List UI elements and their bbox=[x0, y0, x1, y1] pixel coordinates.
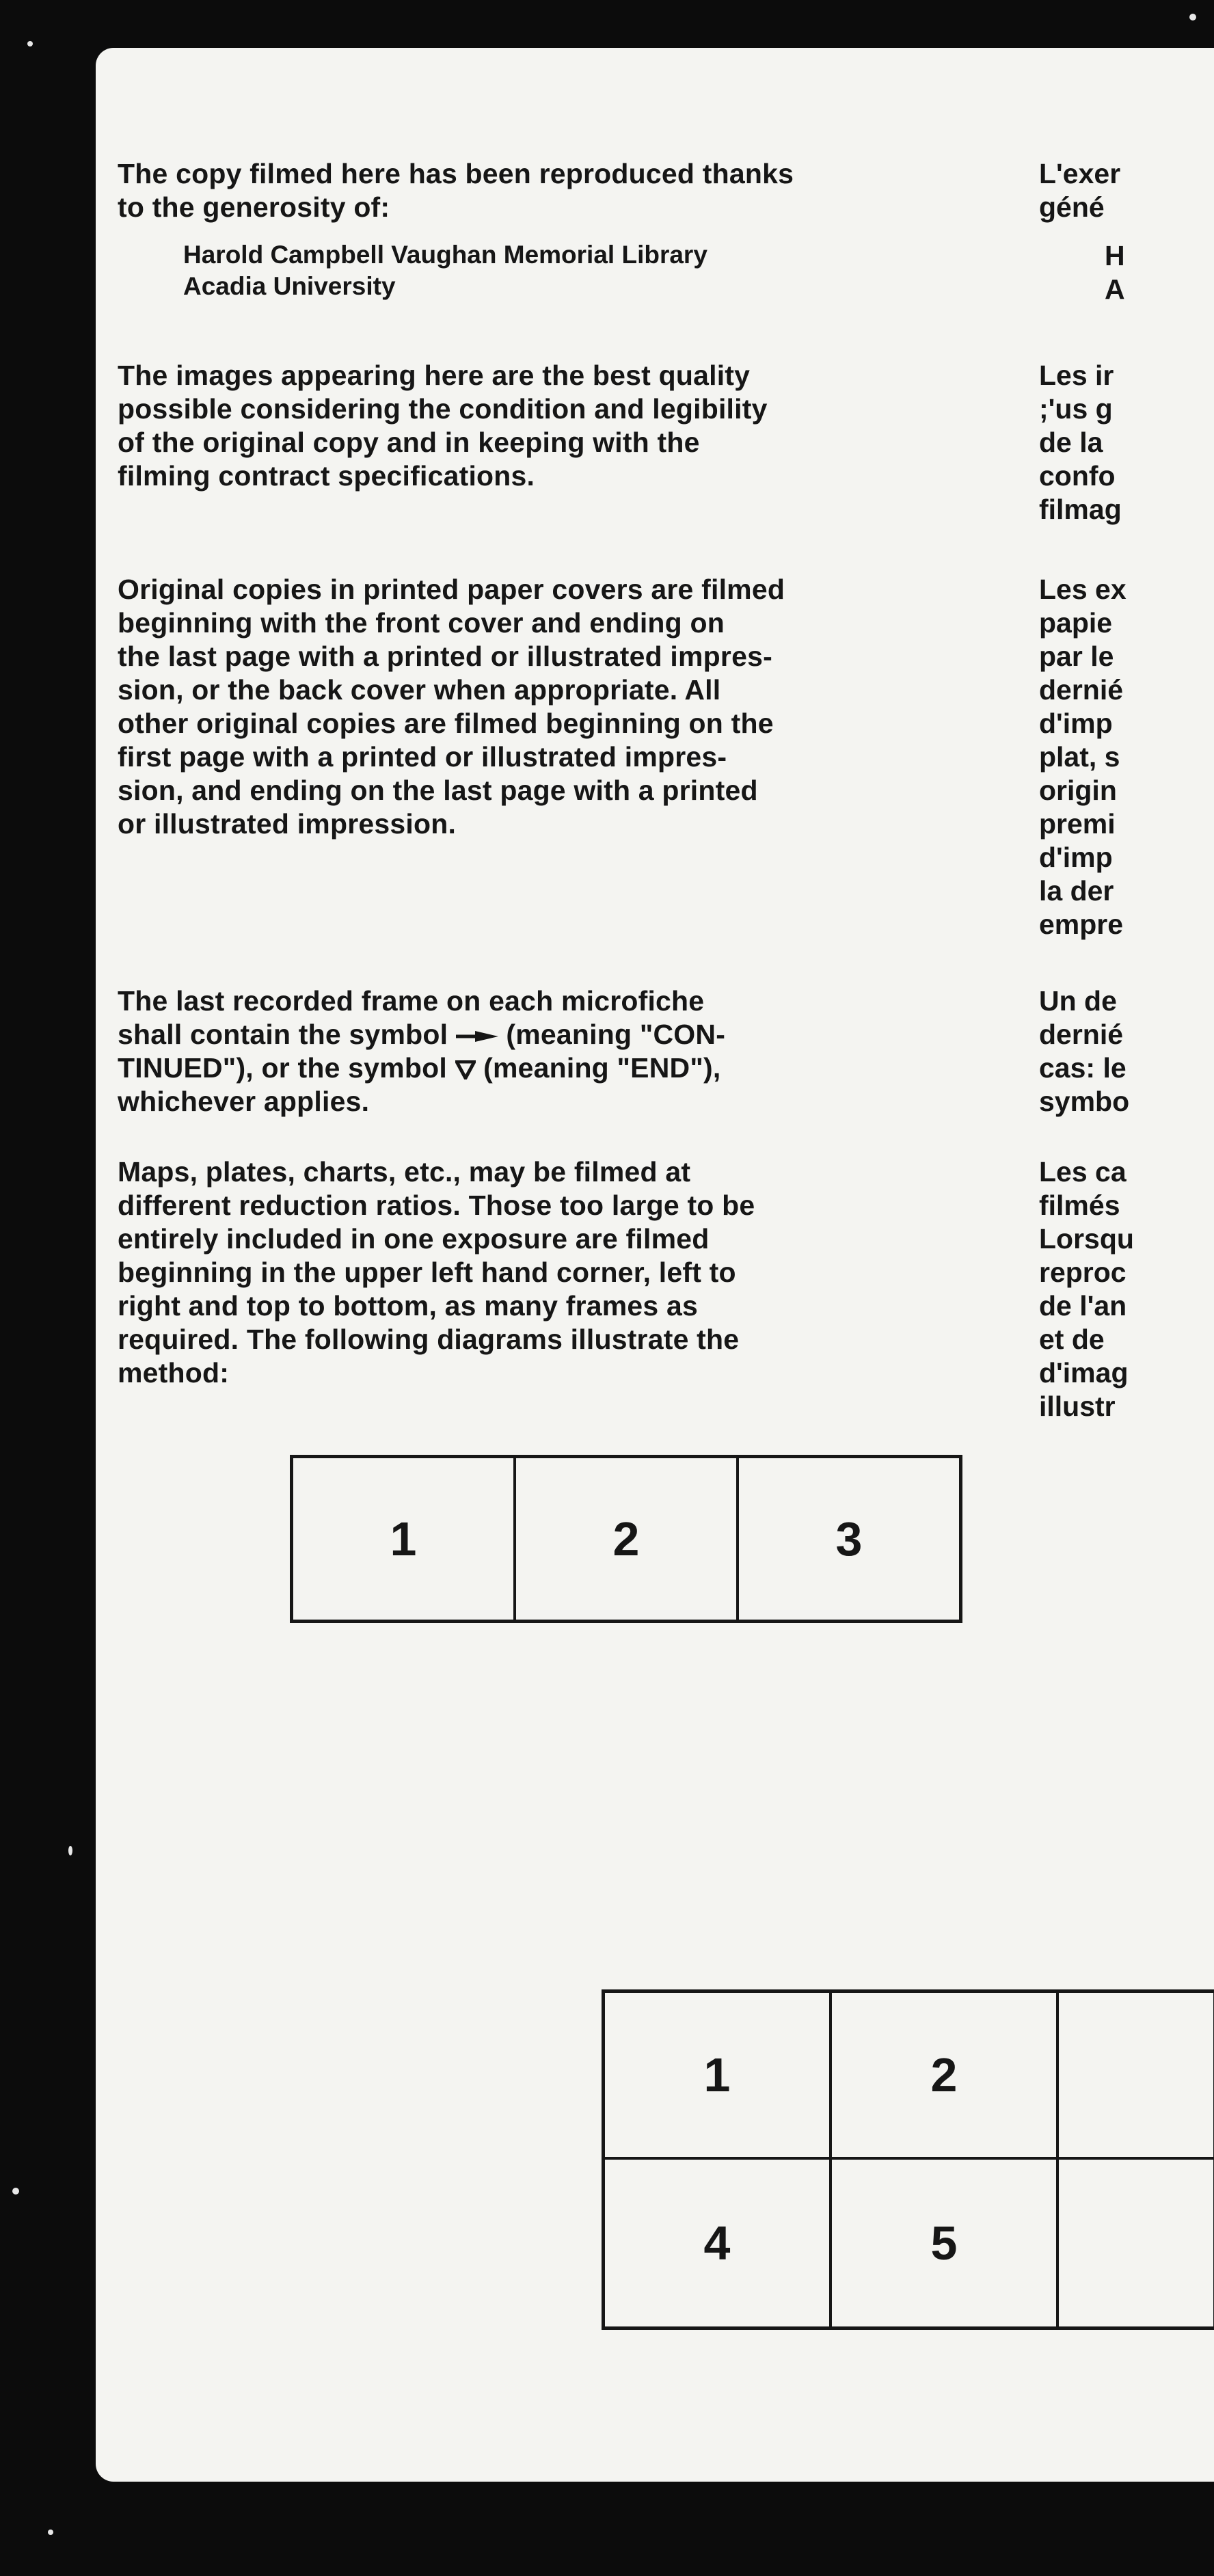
six-frame-diagram bbox=[602, 1989, 1214, 2330]
frame-cell: 2 bbox=[832, 1993, 1059, 2160]
film-speck bbox=[27, 41, 33, 46]
french-quality-cut: Les ir ;'us g de la confo filmag bbox=[1039, 360, 1122, 525]
english-covers-paragraph: Original copies in printed paper covers are filmed beginning with the front cover and ending on the last page with a printed or illustrated impres- sion, or the back cover when appropriate. All other original copies are filmed beginning on the first page with a printed or illustrated impres- sion, and ending on the last page with a printed or illustrated impression. bbox=[118, 574, 785, 840]
film-speck bbox=[48, 2530, 53, 2535]
film-speck bbox=[68, 1846, 72, 1855]
french-symbol-cut: Un de dernié cas: le symbo bbox=[1039, 985, 1130, 1117]
film-speck bbox=[1189, 14, 1196, 21]
symbol-text-part1: The last recorded frame on each microfiche shall contain the symbol bbox=[118, 985, 705, 1050]
frame-cell: 2 bbox=[516, 1458, 739, 1620]
symbol-text-part2: (meaning "CON- TINUED"), or the symbol bbox=[118, 1019, 726, 1084]
french-acknowledgement-cut: L'exer géné bbox=[1039, 158, 1121, 223]
continued-arrow-icon bbox=[456, 1030, 498, 1043]
frame-cell: 5 bbox=[832, 2160, 1059, 2326]
frame-cell: 1 bbox=[293, 1458, 516, 1620]
frame-cell: 1 bbox=[605, 1993, 832, 2160]
english-maps-paragraph: Maps, plates, charts, etc., may be filmed at different reduction ratios. Those too large to be entirely included in one exposure are filmed beginning in the upper left hand corner, left to right and top to bottom, as many frames as required. The following diagrams illustrate the method: bbox=[118, 1156, 755, 1388]
frame-cell: 3 bbox=[835, 1512, 863, 1566]
english-acknowledgement: The copy filmed here has been reproduced thanks to the generosity of: bbox=[118, 158, 794, 223]
frame-cell: 4 bbox=[605, 2160, 832, 2326]
english-symbol-paragraph bbox=[118, 984, 869, 1118]
three-frame-diagram bbox=[290, 1455, 962, 1623]
english-quality-paragraph: The images appearing here are the best quality possible considering the condition and legibility of the original copy and in keeping with the filming contract specifications. bbox=[118, 360, 768, 492]
french-maps-cut: Les ca filmés Lorsqu reproc de l'an et de d'imag illustr bbox=[1039, 1156, 1134, 1422]
french-institution-cut: H A bbox=[1105, 240, 1125, 305]
frame-cell bbox=[1059, 2160, 1214, 2326]
french-covers-cut: Les ex papie par le dernié d'imp plat, s origin premi d'imp la der empre bbox=[1039, 574, 1127, 940]
symbol-text-part3: (meaning "END"), whichever applies. bbox=[118, 1052, 721, 1117]
film-speck bbox=[12, 2188, 19, 2195]
english-institution: Harold Campbell Vaughan Memorial Library Acadia University bbox=[183, 241, 707, 300]
end-triangle-icon bbox=[455, 1060, 476, 1079]
frame-cell bbox=[1059, 1993, 1214, 2160]
